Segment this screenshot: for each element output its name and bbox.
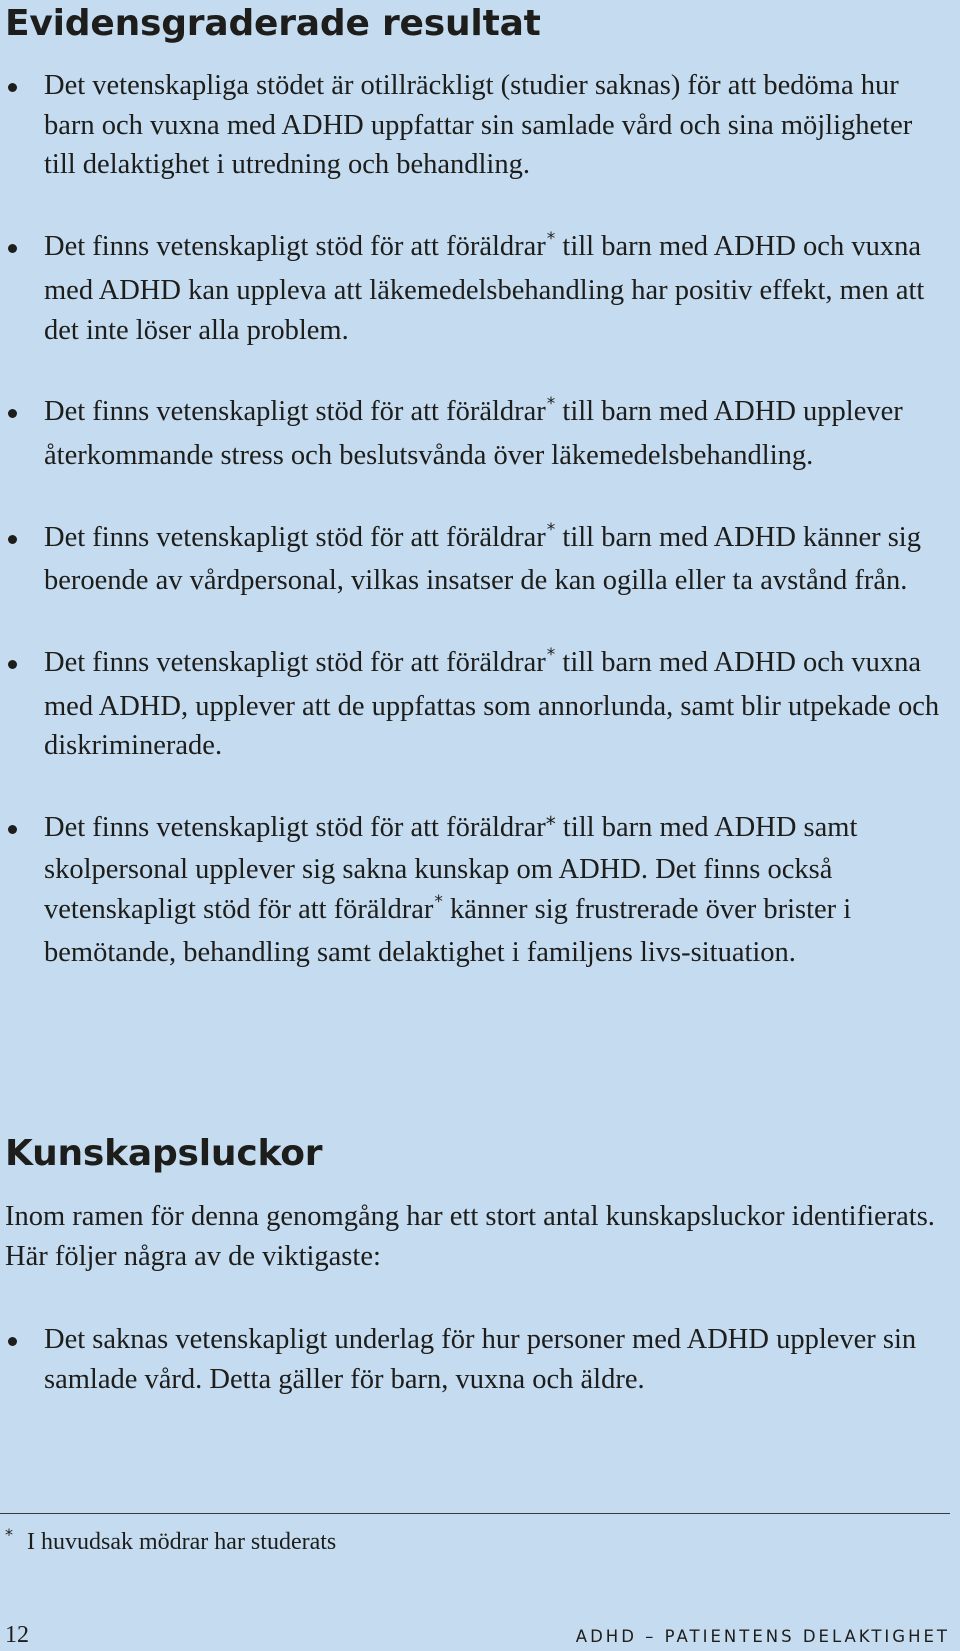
bullet-icon xyxy=(8,535,17,544)
bullet-text-continued: till barn med ADHD och vuxna med ADHD, upplever att de uppfattas som annorlunda, samt blir utpekade och diskriminerade. xyxy=(44,647,940,762)
list-item xyxy=(0,1320,945,1399)
results-bullet-list xyxy=(0,66,945,973)
footnote-marker: * xyxy=(434,891,443,912)
bullet-text-continued: till barn med ADHD upplever återkommande stress och beslutsvånda över läkemedelsbehandling. xyxy=(44,396,903,471)
footnote-marker: * xyxy=(546,519,556,540)
bullet-text: Det finns vetenskapligt stöd för att föräldrar xyxy=(44,521,546,553)
bullet-text: Det finns vetenskapligt stöd för att föräldrar xyxy=(44,812,546,844)
footnote-divider xyxy=(0,1513,950,1514)
section-heading-evidensgraderade: Evidensgraderade resultat xyxy=(5,3,541,44)
bullet-text: Det saknas vetenskapligt underlag för hur personer med ADHD upplever sin samlade vård. Detta gäller för barn, vuxna och äldre. xyxy=(44,1324,917,1395)
list-item xyxy=(0,227,945,350)
bullet-icon xyxy=(8,825,17,834)
page-number: 12 xyxy=(5,1622,29,1648)
bullet-text: Det finns vetenskapligt stöd för att föräldrar xyxy=(44,231,546,263)
list-item xyxy=(0,66,945,185)
bullet-text: Det finns vetenskapligt stöd för att föräldrar xyxy=(44,647,546,679)
footnote-marker: * xyxy=(546,229,556,250)
list-item xyxy=(0,518,945,601)
list-item xyxy=(0,392,945,475)
bullet-text-continued: känner sig frustrerade över brister i bemötande, behandling samt delaktighet i familjens livs-situation. xyxy=(44,893,852,969)
bullet-icon xyxy=(8,660,17,669)
footnote-marker: * xyxy=(5,1525,13,1544)
bullet-icon xyxy=(8,83,17,92)
footnote-marker: * xyxy=(546,645,556,666)
bullet-icon xyxy=(8,1337,17,1346)
footnote-marker: * xyxy=(545,812,556,837)
bullet-icon xyxy=(8,409,17,418)
bullet-text-continued: till barn med ADHD känner sig beroende av vårdpersonal, vilkas insatser de kan ogilla eller ta avstånd från. xyxy=(44,521,921,597)
bullet-text: Det finns vetenskapligt stöd för att föräldrar xyxy=(44,396,546,428)
bullet-text: Det vetenskapliga stödet är otillräckligt (studier saknas) för att bedöma hur barn och vuxna med ADHD uppfattar sin samlade vård och sina möjligheter till delaktighet i utredning och behandling. xyxy=(44,70,913,181)
knowledge-gaps-bullet-list xyxy=(0,1320,945,1399)
bullet-text-middle: till barn med ADHD samt skolpersonal upplever sig sakna kunskap om ADHD. Det finns också vetenskapligt stöd för att föräldrar xyxy=(44,812,858,925)
list-item xyxy=(0,643,945,766)
running-title: ADHD – PATIENTENS DELAKTIGHET xyxy=(575,1627,950,1646)
list-item xyxy=(0,808,945,973)
section-heading-kunskapsluckor: Kunskapsluckor xyxy=(5,1133,323,1174)
footnote-marker: * xyxy=(546,394,556,415)
bullet-icon xyxy=(8,244,17,253)
bullet-text-continued: till barn med ADHD och vuxna med ADHD kan uppleva att läkemedelsbehandling har positiv effekt, men att det inte löser alla problem. xyxy=(44,231,925,346)
footnote xyxy=(5,1527,336,1559)
footnote-text: I huvudsak mödrar har studerats xyxy=(27,1529,337,1555)
intro-paragraph: Inom ramen för denna genomgång har ett stort antal kunskapsluckor identifierats. Här följer några av de viktigaste: xyxy=(5,1201,935,1272)
